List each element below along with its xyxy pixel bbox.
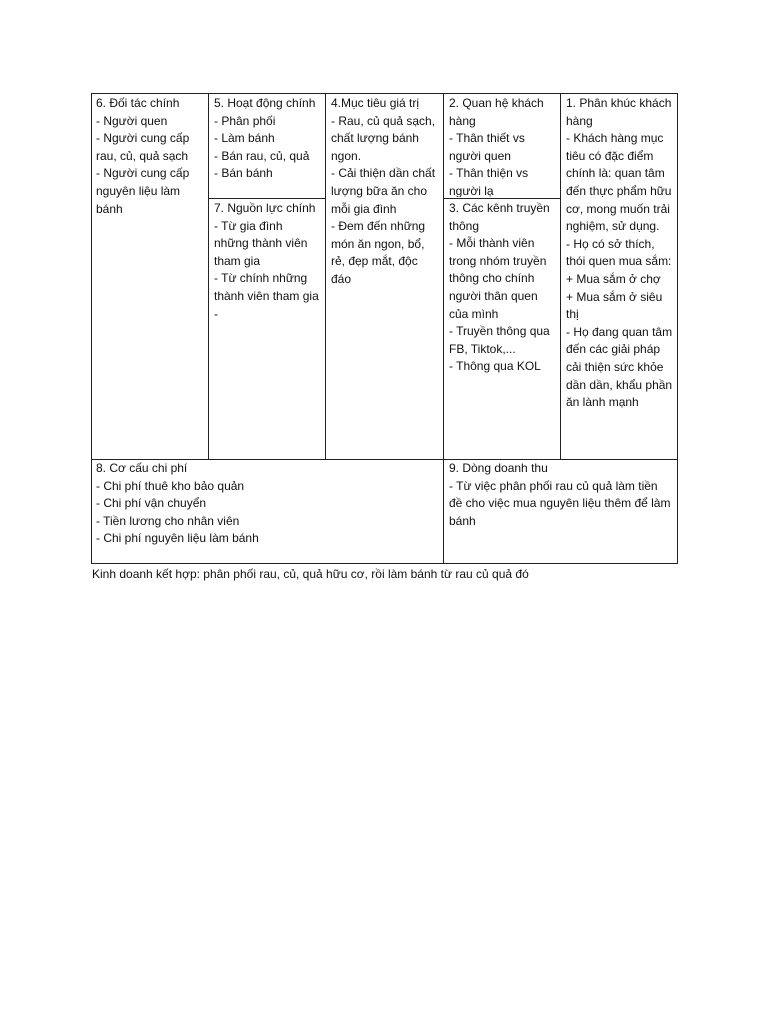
customer-relationships-cell: 2. Quan hệ khách hàng - Thân thiết vs người quen - Thân thiện vs người lạ xyxy=(449,96,544,197)
revenue-streams-cell: 9. Dòng doanh thu - Từ việc phân phối rau củ quả làm tiền đề cho việc mua nguyên liệu thêm để làm bánh xyxy=(449,461,671,528)
key-partners-cell: 6. Đối tác chính - Người quen - Người cung cấp rau, củ, quả sạch - Người cung cấp nguyên liệu làm bánh xyxy=(96,96,190,216)
channels-cell: 3. Các kênh truyền thông - Mỗi thành viên trong nhóm truyền thông cho chính người thân quen của mình - Truyền thông qua FB, Tiktok,... - Thông qua KOL xyxy=(449,201,550,374)
key-activities-cell: 5. Hoạt động chính - Phân phối - Làm bánh - Bán rau, củ, quả - Bán bánh xyxy=(214,96,316,181)
key-resources-cell: 7. Nguồn lực chính - Từ gia đình những thành viên tham gia - Từ chính những thành viên tham gia - xyxy=(214,201,319,321)
activities-resources-divider xyxy=(208,198,325,199)
cost-structure-cell: 8. Cơ cấu chi phí - Chi phí thuê kho bảo quản - Chi phí vận chuyển - Tiền lương cho nhân viên - Chi phí nguyên liệu làm bánh xyxy=(96,461,259,546)
table-border-bottom xyxy=(91,563,678,564)
value-proposition-cell: 4.Mục tiêu giá trị - Rau, củ quả sạch, chất lượng bánh ngon. - Cải thiện dần chất lượng bữa ăn cho mỗi gia đình - Đem đến những món ăn ngon, bổ, rẻ, đẹp mắt, độc đáo xyxy=(331,96,436,286)
relationships-channels-divider xyxy=(443,198,560,199)
business-note: Kinh doanh kết hợp: phân phối rau, củ, quả hữu cơ, rồi làm bánh từ rau củ quả đó xyxy=(92,567,529,581)
column-divider-1 xyxy=(208,93,209,460)
column-divider-3 xyxy=(443,93,444,564)
table-border-top xyxy=(91,93,678,94)
column-divider-2 xyxy=(325,93,326,460)
column-divider-4 xyxy=(560,93,561,460)
customer-segments-cell: 1. Phân khúc khách hàng - Khách hàng mục tiêu có đặc điểm chính là: quan tâm đến thực phẩm hữu cơ, mong muốn trải nghiệm, sử dụng. - Họ có sở thích, thói quen mua sắm: + Mua sắm ở chợ + Mua sắm ở siêu thị - Họ đang quan tâm đến các giải pháp cải thiện sức khỏe dần dần, khẩu phần ăn lành mạnh xyxy=(566,96,673,410)
table-border-left xyxy=(91,93,92,564)
table-border-right xyxy=(677,93,678,564)
